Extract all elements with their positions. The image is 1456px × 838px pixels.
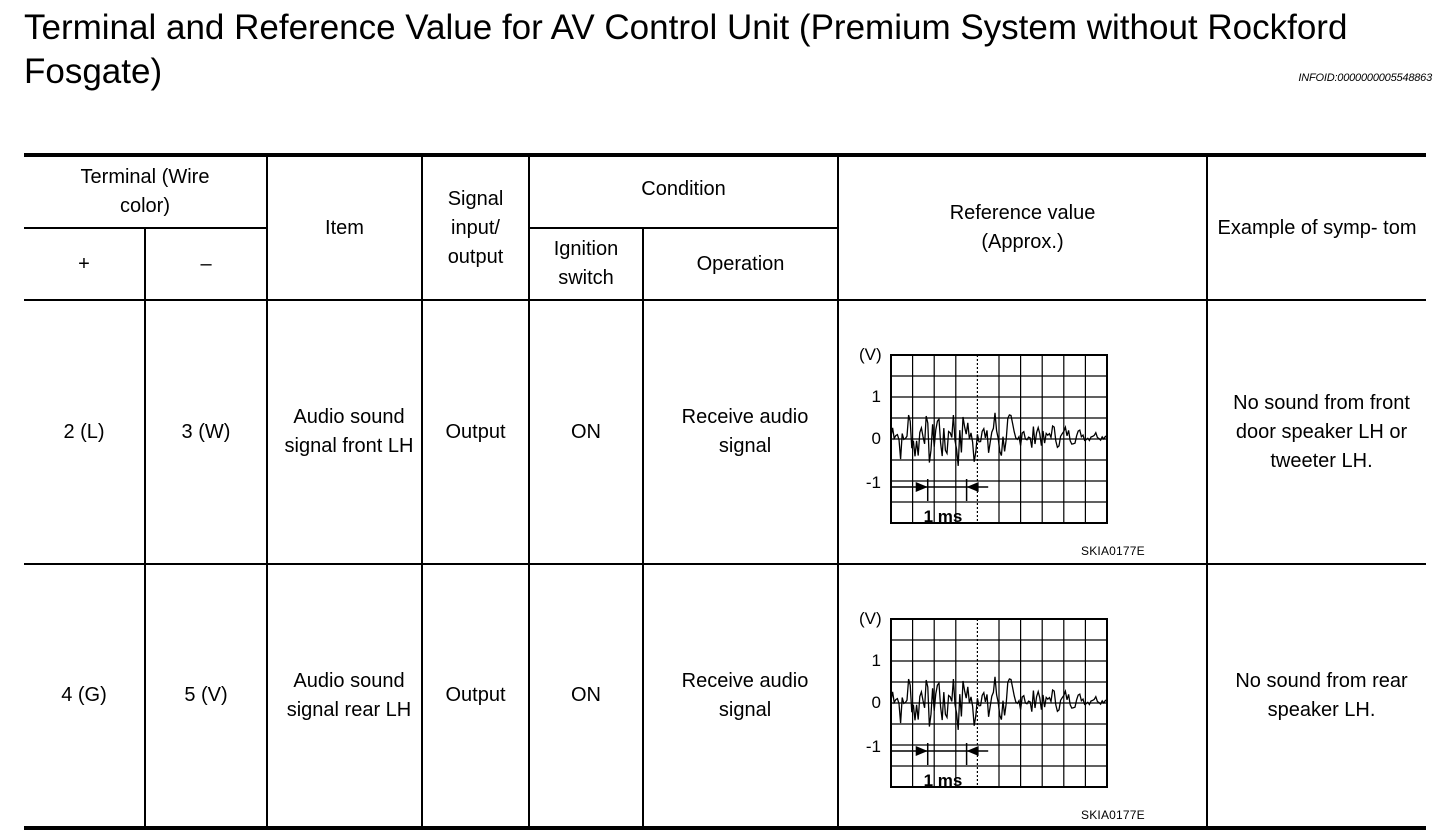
symptom-cell: No sound from front door speaker LH or tweeter LH.: [1207, 300, 1426, 564]
table-row: [24, 300, 1426, 564]
figure-code: SKIA0177E: [1081, 544, 1145, 558]
operation-header: Operation: [643, 228, 838, 300]
item-header: Item: [267, 155, 422, 300]
symptom-header-label: Example of symp- tom: [1217, 216, 1417, 239]
plus-terminal: 4 (G): [24, 564, 145, 828]
minus-terminal: 5 (V): [145, 564, 267, 828]
ignition-cell: ON: [529, 300, 643, 564]
ignition-cell: ON: [529, 564, 643, 828]
signal-header: [422, 155, 529, 300]
terminal-header: [24, 155, 267, 228]
condition-header: Condition: [529, 155, 838, 228]
symptom-header: [1207, 155, 1426, 300]
figure-code: SKIA0177E: [1081, 808, 1145, 822]
time-scale-marker: [891, 743, 988, 765]
header-row-top: [24, 155, 1426, 228]
signal-header-label: Signal input/ output: [447, 187, 504, 268]
time-scale-label: 1 ms: [923, 507, 963, 526]
oscilloscope-waveform: [857, 609, 1177, 809]
scope-tick-high: 1: [871, 387, 882, 406]
scope-tick-high: 1: [871, 651, 882, 670]
operation-cell: Receive audio signal: [643, 300, 838, 564]
reference-header: [838, 155, 1207, 300]
operation-cell: Receive audio signal: [643, 564, 838, 828]
info-id: INFOID:0000000005548863: [1298, 72, 1432, 84]
minus-terminal: 3 (W): [145, 300, 267, 564]
signal-cell: Output: [422, 300, 529, 564]
terminal-header-label: Terminal (Wire color): [80, 166, 210, 217]
time-scale-marker: [891, 479, 988, 501]
scope-unit: (V): [859, 609, 882, 628]
oscilloscope-waveform: [857, 345, 1177, 545]
minus-header: –: [145, 228, 267, 300]
scope-tick-zero: 0: [871, 693, 882, 712]
item-cell: Audio sound signal rear LH: [267, 564, 422, 828]
plus-header: +: [24, 228, 145, 300]
terminal-reference-table: [24, 153, 1426, 830]
signal-cell: Output: [422, 564, 529, 828]
page-title: Terminal and Reference Value for AV Control Unit (Premium System without Rockford Fosgate): [24, 8, 1348, 91]
symptom-cell: No sound from rear speaker LH.: [1207, 564, 1426, 828]
reference-header-label: Reference value (Approx.): [949, 202, 1096, 253]
time-scale-label: 1 ms: [923, 771, 963, 790]
scope-tick-low: -1: [865, 473, 882, 492]
ignition-header: [529, 228, 643, 300]
table-row: [24, 564, 1426, 828]
scope-tick-low: -1: [865, 737, 882, 756]
scope-unit: (V): [859, 345, 882, 364]
ignition-header-label: Ignition switch: [553, 238, 619, 289]
item-cell: Audio sound signal front LH: [267, 300, 422, 564]
plus-terminal: 2 (L): [24, 300, 145, 564]
reference-cell: [838, 300, 1207, 564]
reference-cell: [838, 564, 1207, 828]
scope-tick-zero: 0: [871, 429, 882, 448]
